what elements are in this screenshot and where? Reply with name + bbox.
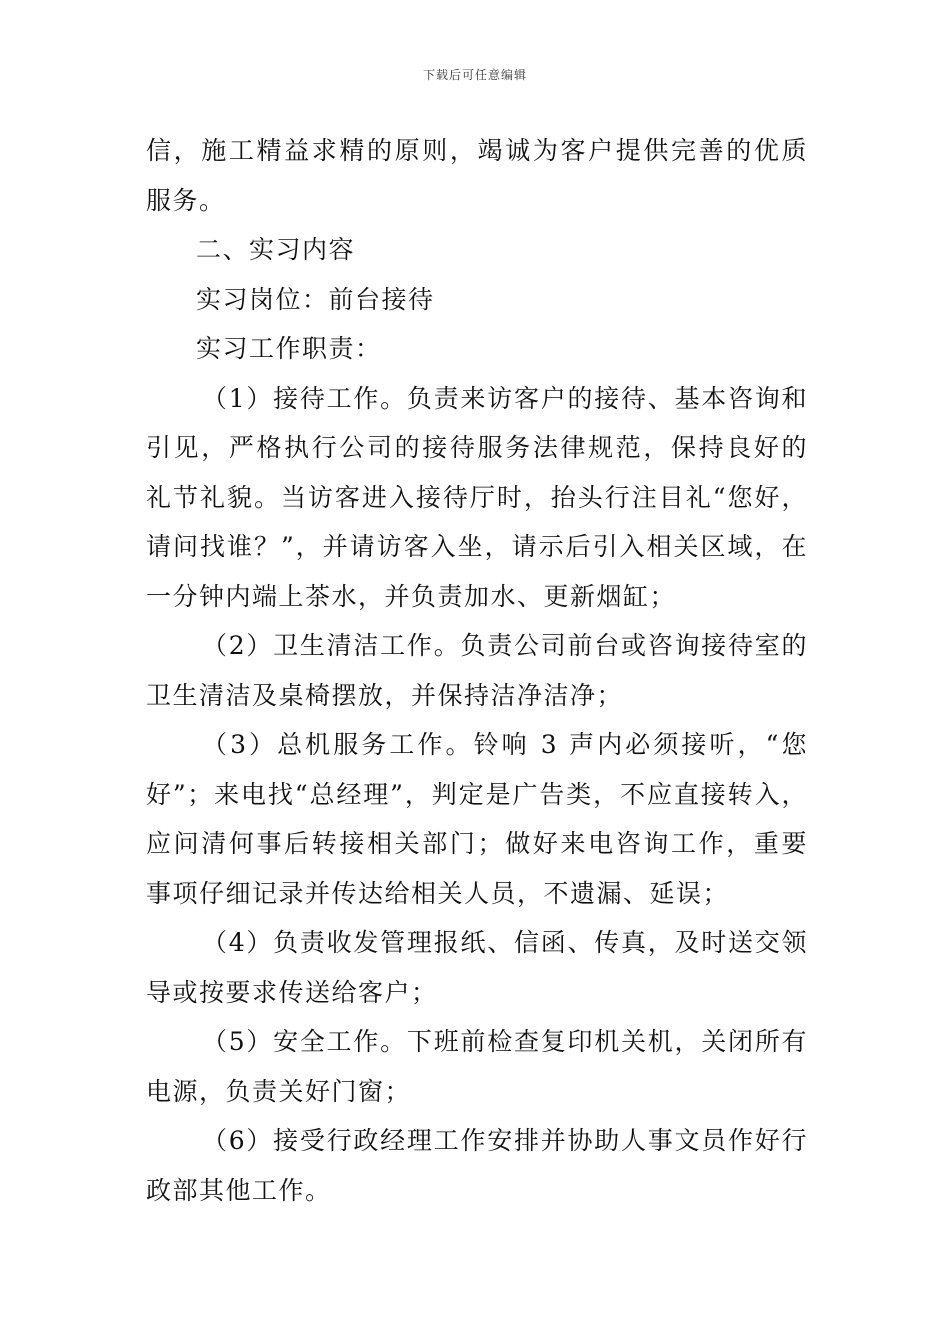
paragraph-internship-position: 实习岗位：前台接待 [196, 284, 435, 314]
duty-item-2: （2）卫生清洁工作。负责公司前台或咨询接待室的卫生清洁及桌椅摆放，并保持洁净洁净； [146, 631, 808, 710]
duty-item-6: （6）接受行政经理工作安排并协助人事文员作好行政部其他工作。 [146, 1126, 808, 1205]
duty-item-1: （1）接待工作。负责来访客户的接待、基本咨询和引见，严格执行公司的接待服务法律规范，保持良好的礼节礼貌。当访客进入接待厅时，抬头行注目礼“您好，请问找谁？”，并请访客入坐，请示后引入相关区域，在一分钟内端上茶水，并负责加水、更新烟缸； [146, 383, 808, 611]
duty-item-5: （5）安全工作。下班前检查复印机关机，关闭所有电源，负责关好门窗； [146, 1027, 808, 1106]
paragraph-duties-heading: 实习工作职责： [196, 334, 382, 363]
duty-item-3: （3）总机服务工作。铃响 3 声内必须接听，“您好”；来电找“总经理”，判定是广告类，不应直接转入，应问清何事后转接相关部门；做好来电咨询工作，重要事项仔细记录并传达给相关人员，不遗漏、延误； [146, 730, 808, 908]
page-header-note: 下载后可任意编辑 [422, 68, 527, 82]
paragraph-continuation: 信，施工精益求精的原则，竭诚为客户提供完善的优质服务。 [146, 136, 808, 215]
document-body [146, 126, 808, 1215]
section-heading-internship-content: 二、实习内容 [196, 235, 356, 264]
duty-item-4: （4）负责收发管理报纸、信函、传真，及时送交领导或按要求传送给客户； [146, 928, 808, 1007]
